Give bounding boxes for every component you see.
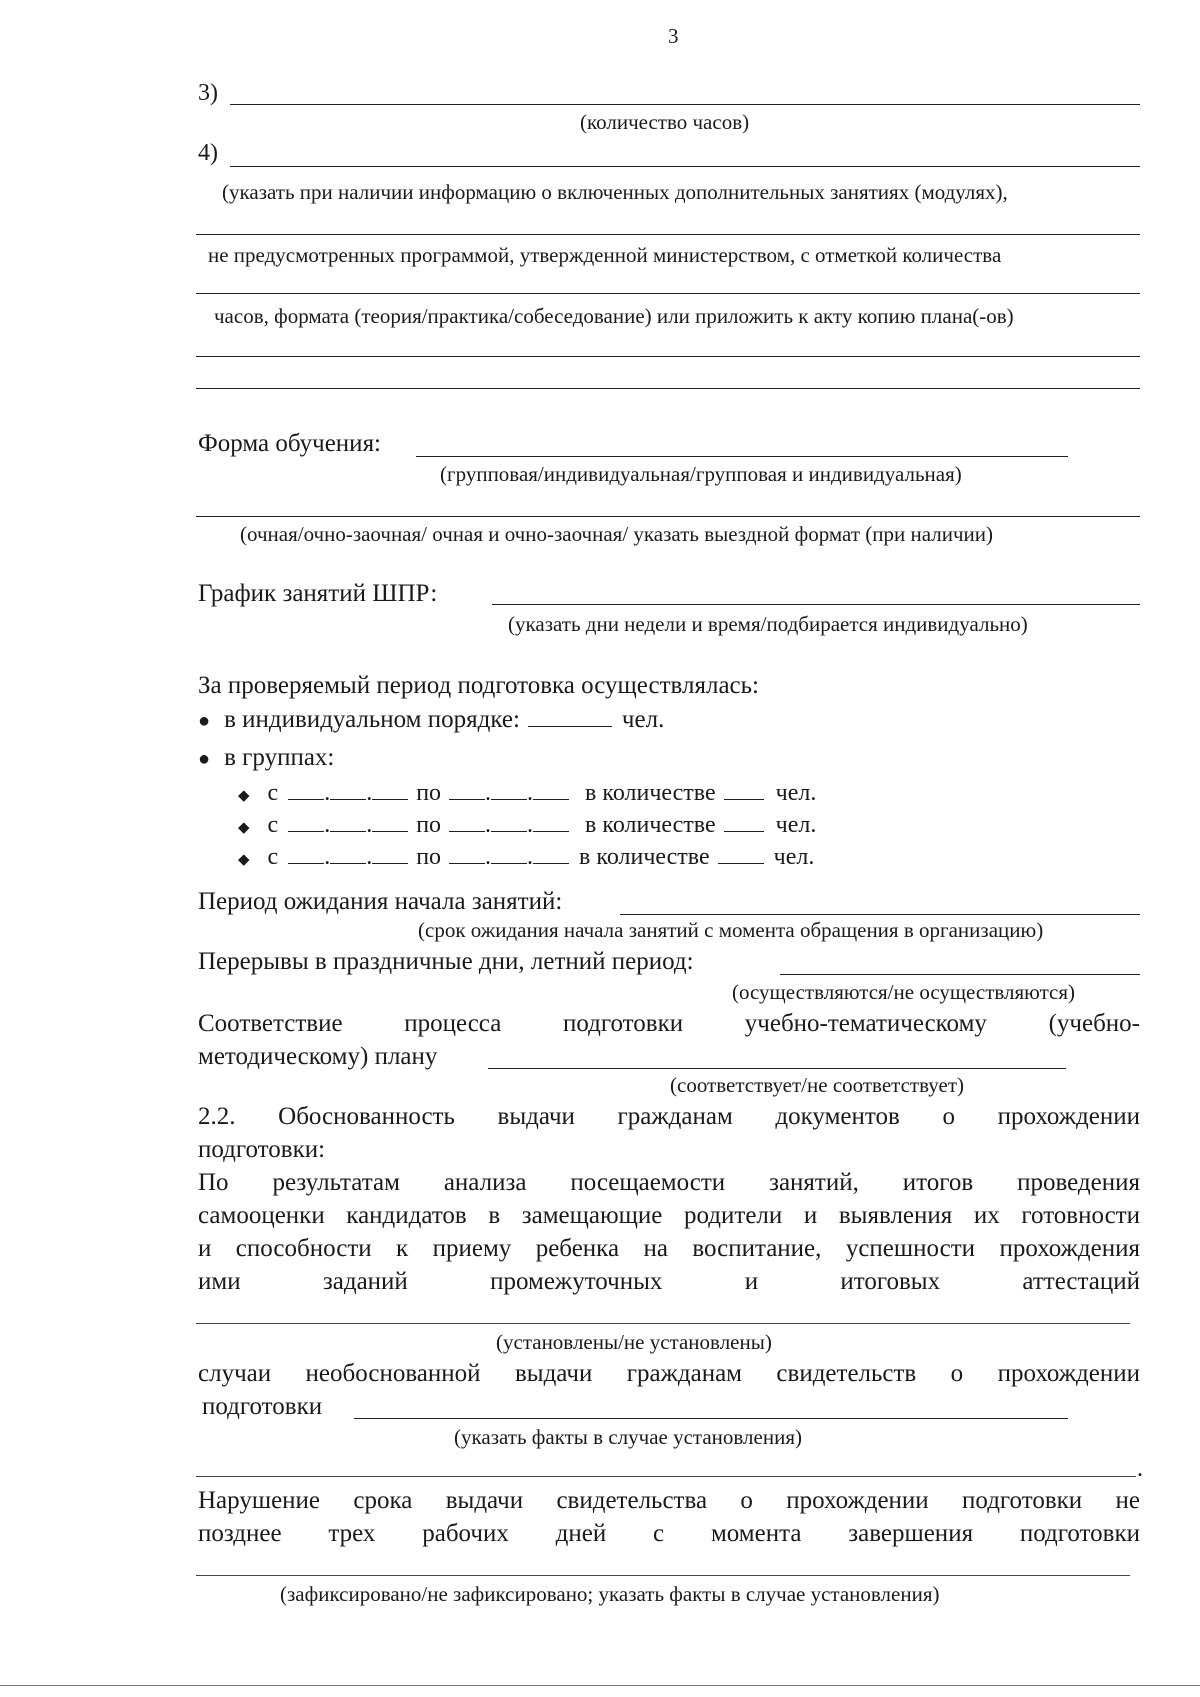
item-4-hint-line2: не предусмотренных программой, утвержденной министерством, с отметкой количества	[208, 243, 1002, 267]
item-3-fill-line[interactable]	[230, 104, 1140, 105]
from-month-field[interactable]	[330, 781, 366, 800]
schedule-label: График занятий ШПР:	[198, 580, 438, 607]
qty-field[interactable]	[724, 813, 764, 832]
to-label: по	[416, 812, 442, 838]
violation-line2: позднее трех рабочих дней с момента завершения подготовки	[198, 1520, 1140, 1547]
to-day-field[interactable]	[449, 781, 485, 800]
from-month-field[interactable]	[330, 845, 366, 864]
form-label: Форма обучения:	[198, 430, 382, 457]
violation-line1: Нарушение срока выдачи свидетельства о прохождении подготовки не	[198, 1487, 1140, 1514]
section22-hint-1: (установлены/не установлены)	[496, 1330, 772, 1354]
item-4-label: 4)	[198, 140, 218, 166]
to-year-field[interactable]	[533, 845, 569, 864]
compliance-fill-line[interactable]	[488, 1068, 1066, 1069]
form-hint-2: (очная/очно-заочная/ очная и очно-заочная/ указать выездной формат (при наличии)	[240, 522, 993, 546]
violation-fill-line[interactable]	[196, 1575, 1130, 1576]
waiting-hint: (срок ожидания начала занятий с момента обращения в организацию)	[418, 918, 1044, 942]
item-4-fill-line[interactable]	[230, 166, 1140, 167]
item-3-hint: (количество часов)	[580, 110, 750, 134]
individual-row	[198, 706, 664, 734]
from-label: с	[267, 780, 279, 806]
unit-label: чел.	[773, 844, 815, 870]
breaks-hint: (осуществляются/не осуществляются)	[732, 980, 1075, 1004]
group-line-1: ◆ с . . по . . в количестве чел.	[238, 780, 817, 806]
to-month-field[interactable]	[491, 813, 527, 832]
section22-para-line4: ими заданий промежуточных и итоговых аттестаций	[198, 1268, 1140, 1295]
from-year-field[interactable]	[372, 845, 408, 864]
from-month-field[interactable]	[330, 813, 366, 832]
item-4-hint-line3: часов, формата (теория/практика/собеседование) или приложить к акту копию плана(-ов)	[214, 304, 1014, 328]
diamond-bullet-icon: ◆	[238, 788, 250, 804]
qty-field[interactable]	[724, 781, 764, 800]
item-3-label: 3)	[198, 80, 218, 106]
groups-row	[198, 744, 334, 772]
to-label: по	[416, 780, 442, 806]
to-month-field[interactable]	[491, 781, 527, 800]
from-year-field[interactable]	[372, 813, 408, 832]
page-bottom-edge	[0, 1685, 1200, 1686]
section22-heading-line2: подготовки:	[198, 1136, 326, 1163]
section22-para-line1: По результатам анализа посещаемости занятий, итогов проведения	[198, 1169, 1140, 1196]
item-4-fill-line-3[interactable]	[196, 293, 1140, 294]
from-label: с	[267, 844, 279, 870]
to-day-field[interactable]	[449, 813, 485, 832]
item-4-fill-line-5[interactable]	[196, 388, 1140, 389]
cases-line2: подготовки	[202, 1393, 323, 1420]
section22-para-line3: и способности к приему ребенка на воспитание, успешности прохождения	[198, 1235, 1140, 1262]
compliance-hint: (соответствует/не соответствует)	[670, 1073, 964, 1097]
individual-count-field[interactable]	[528, 708, 612, 727]
page-number: 3	[668, 24, 679, 48]
from-day-field[interactable]	[288, 781, 324, 800]
diamond-bullet-icon: ◆	[238, 820, 250, 836]
schedule-hint: (указать дни недели и время/подбирается индивидуально)	[508, 612, 1028, 636]
qty-field[interactable]	[718, 845, 764, 864]
section22-hint-3: (зафиксировано/не зафиксировано; указать факты в случае установления)	[280, 1582, 940, 1606]
compliance-line2: методическому) плану	[198, 1043, 438, 1070]
qty-label: в количестве	[585, 812, 716, 838]
waiting-fill-line[interactable]	[620, 914, 1140, 915]
waiting-label: Период ожидания начала занятий:	[198, 888, 563, 915]
item-4-fill-line-2[interactable]	[196, 234, 1140, 235]
bullet-icon: ●	[198, 710, 211, 732]
bullet-icon: ●	[198, 748, 211, 770]
cases-fill-line[interactable]	[354, 1418, 1068, 1419]
individual-unit: чел.	[621, 706, 665, 733]
group-line-3: ◆ с . . по . . в количестве чел.	[238, 844, 815, 870]
breaks-fill-line[interactable]	[780, 974, 1140, 975]
to-month-field[interactable]	[491, 845, 527, 864]
from-day-field[interactable]	[288, 845, 324, 864]
cases-fill-line-2[interactable]	[196, 1476, 1136, 1477]
unit-label: чел.	[775, 812, 817, 838]
groups-label: в группах:	[224, 744, 335, 771]
compliance-line1: Соответствие процесса подготовки учебно-тематическому (учебно-	[198, 1010, 1140, 1037]
cases-line1: случаи необоснованной выдачи гражданам свидетельств о прохождении	[198, 1360, 1140, 1387]
schedule-fill-line[interactable]	[492, 604, 1140, 605]
qty-label: в количестве	[585, 780, 716, 806]
group-line-2: ◆ с . . по . . в количестве чел.	[238, 812, 817, 838]
to-year-field[interactable]	[533, 781, 569, 800]
to-year-field[interactable]	[533, 813, 569, 832]
section22-para-line2: самооценки кандидатов в замещающие родители и выявления их готовности	[198, 1202, 1140, 1229]
form-fill-line-2[interactable]	[196, 516, 1140, 517]
to-day-field[interactable]	[449, 845, 485, 864]
qty-label: в количестве	[579, 844, 710, 870]
to-label: по	[416, 844, 442, 870]
item-4-fill-line-4[interactable]	[196, 356, 1140, 357]
attestation-fill-line[interactable]	[196, 1323, 1130, 1324]
diamond-bullet-icon: ◆	[238, 852, 250, 868]
item-4-hint-line1: (указать при наличии информацию о включенных дополнительных занятиях (модулях),	[222, 180, 1008, 204]
cases-end-dot: .	[1137, 1456, 1143, 1482]
unit-label: чел.	[775, 780, 817, 806]
from-label: с	[267, 812, 279, 838]
form-fill-line[interactable]	[416, 456, 1068, 457]
from-day-field[interactable]	[288, 813, 324, 832]
breaks-label: Перерывы в праздничные дни, летний период:	[198, 948, 694, 975]
period-intro: За проверяемый период подготовка осуществлялась:	[198, 672, 759, 699]
form-hint-1: (групповая/индивидуальная/групповая и индивидуальная)	[440, 462, 962, 486]
individual-label: в индивидуальном порядке:	[224, 706, 520, 733]
from-year-field[interactable]	[372, 781, 408, 800]
section22-heading-line1: 2.2. Обоснованность выдачи гражданам документов о прохождении	[198, 1103, 1140, 1130]
section22-hint-2: (указать факты в случае установления)	[454, 1425, 802, 1449]
